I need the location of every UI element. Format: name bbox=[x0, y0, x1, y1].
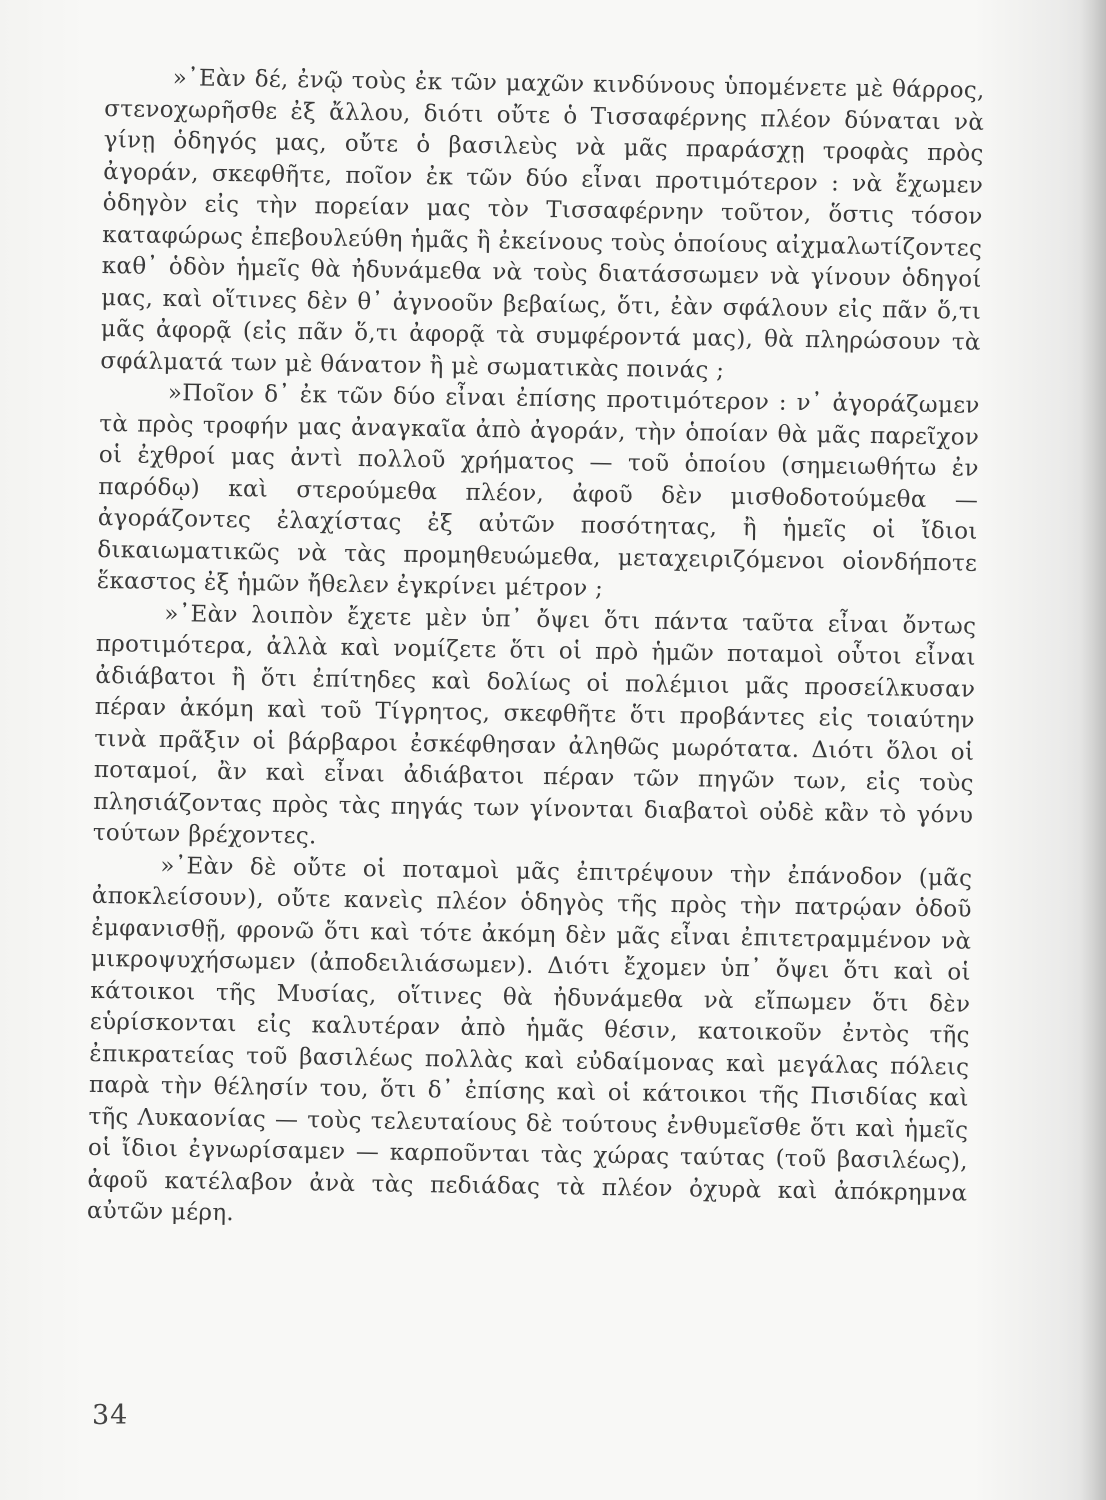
body-text bbox=[87, 62, 985, 1241]
paragraph: »Ποῖον δ᾿ ἐκ τῶν δύο εἶναι ἐπίσης προτιμότερον : ν᾿ ἀγοράζωμεν τὰ πρὸς τροφήν μας ἀναγκαῖα ἀπὸ ἀγοράν, τὴν ὁποίαν θὰ μᾶς παρεῖχον οἱ ἐχθροί μας ἀντὶ πολλοῦ χρήματος — τοῦ ὁποίου (σημειωθήτω ἐν παρόδῳ) καὶ στερούμεθα πλέον, ἀφοῦ δὲν μισθοδοτούμεθα — ἀγοράζοντες ἐλαχίστας ἐξ αὐτῶν ποσότητας, ἢ ἡμεῖς οἱ ἴδιοι δικαιωματικῶς νὰ τὰς προμηθευώμεθα, μεταχειριζόμενοι οἱονδήποτε ἕκαστος ἐξ ἡμῶν ἤθελεν ἐγκρίνει μέτρον ; bbox=[96, 380, 980, 602]
paragraph: »᾿Εὰν λοιπὸν ἔχετε μὲν ὑπ᾿ ὄψει ὅτι πάντα ταῦτα εἶναι ὄντως προτιμότερα, ἀλλὰ καὶ νομίζετε ὅτι οἱ πρὸ ἡμῶν ποταμοὶ οὗτοι εἶναι ἀδιάβατοι ἢ ὅτι ἐπίτηδες καὶ δολίως οἱ πολέμιοι μᾶς προσείλκυσαν πέραν ἀκόμη καὶ τοῦ Τίγρητος, σκεφθῆτε ὅτι προβάντες εἰς τοιαύτην τινὰ πρᾶξιν οἱ βάρβαροι ἐσκέφθησαν ἀληθῶς μωρότατα. Διότι ὅλοι οἱ ποταμοί, ἂν καὶ εἶναι ἀδιάβατοι πέραν τῶν πηγῶν των, εἰς τοὺς πλησιάζοντας πρὸς τὰς πηγάς των γίνονται διαβατοὶ οὐδὲ κἂν τὸ γόνυ τούτων βρέχοντες. bbox=[92, 600, 977, 850]
paragraph: »᾿Εὰν δὲ οὔτε οἱ ποταμοὶ μᾶς ἐπιτρέψουν τὴν ἐπάνοδον (μᾶς ἀποκλείσουν), οὔτε κανεὶς πλέον ὁδηγὸς τῆς πρὸς τὴν πατρῴαν ὁδοῦ ἐμφανισθῇ, φρονῶ ὅτι καὶ τότε ἀκόμη δὲν μᾶς εἶναι ἐπιτετραμμένον νὰ μικροψυχήσωμεν (ἀποδειλιάσωμεν). Διότι ἔχομεν ὑπ᾿ ὄψει ὅτι καὶ οἱ κάτοικοι τῆς Μυσίας, οἵτινες θὰ ἠδυνάμεθα νὰ εἴπωμεν ὅτι δὲν εὑρίσκονται εἰς καλυτέραν ἀπὸ ἡμᾶς θέσιν, κατοικοῦν ἐντὸς τῆς ἐπικρατείας τοῦ βασιλέως πολλὰς καὶ εὐδαίμονας καὶ μεγάλας πόλεις παρὰ τὴν θέλησίν του, ὅτι δ᾿ ἐπίσης καὶ οἱ κάτοικοι τῆς Πισιδίας καὶ τῆς Λυκαονίας — τοὺς τελευταίους δὲ τούτους ἐνθυμεῖσθε ὅτι καὶ ἡμεῖς οἱ ἴδιοι ἐγνωρίσαμεν — καρποῦνται τὰς χώρας ταύτας (τοῦ βασιλέως), ἀφοῦ κατέλαβον ἀνὰ τὰς πεδιάδας τὰ πλέον ὀχυρὰ καὶ ἀπόκρημνα αὐτῶν μέρη. bbox=[86, 852, 973, 1227]
page-number: 34 bbox=[92, 1400, 129, 1431]
page-spine-shadow bbox=[1080, 0, 1106, 1500]
paragraph: »᾿Εὰν δέ, ἐνῷ τοὺς ἐκ τῶν μαχῶν κινδύνους ὑπομένετε μὲ θάρρος, στενοχωρῆσθε ἐξ ἄλλου, διότι οὔτε ὁ Τισσαφέρνης πλέον δύναται νὰ γίνῃ ὁδηγός μας, οὔτε ὁ βασιλεὺς νὰ μᾶς πραράσχῃ τροφὰς πρὸς ἀγοράν, σκεφθῆτε, ποῖον ἐκ τῶν δύο εἶναι προτιμότερον : νὰ ἔχωμεν ὁδηγὸν εἰς τὴν πορείαν μας τὸν Τισσαφέρνην τοῦτον, ὅστις τόσον καταφώρως ἐπεβουλεύθη ἡμᾶς ἢ ἐκείνους τοὺς ὁποίους αἰχμαλωτίζοντες καθ᾿ ὁδὸν ἡμεῖς θὰ ἠδυνάμεθα νὰ τοὺς διατάσσωμεν νὰ γίνουν ὁδηγοί μας, καὶ οἵτινες δὲν θ᾿ ἀγνοοῦν βεβαίως, ὅτι, ἐὰν σφάλουν εἰς πᾶν ὅ,τι μᾶς ἀφορᾷ (εἰς πᾶν ὅ,τι ἀφορᾷ τὰ συμφέροντά μας), θὰ πληρώσουν τὰ σφάλματά των μὲ θάνατον ἢ μὲ σωματικὰς ποινάς ; bbox=[100, 65, 985, 384]
